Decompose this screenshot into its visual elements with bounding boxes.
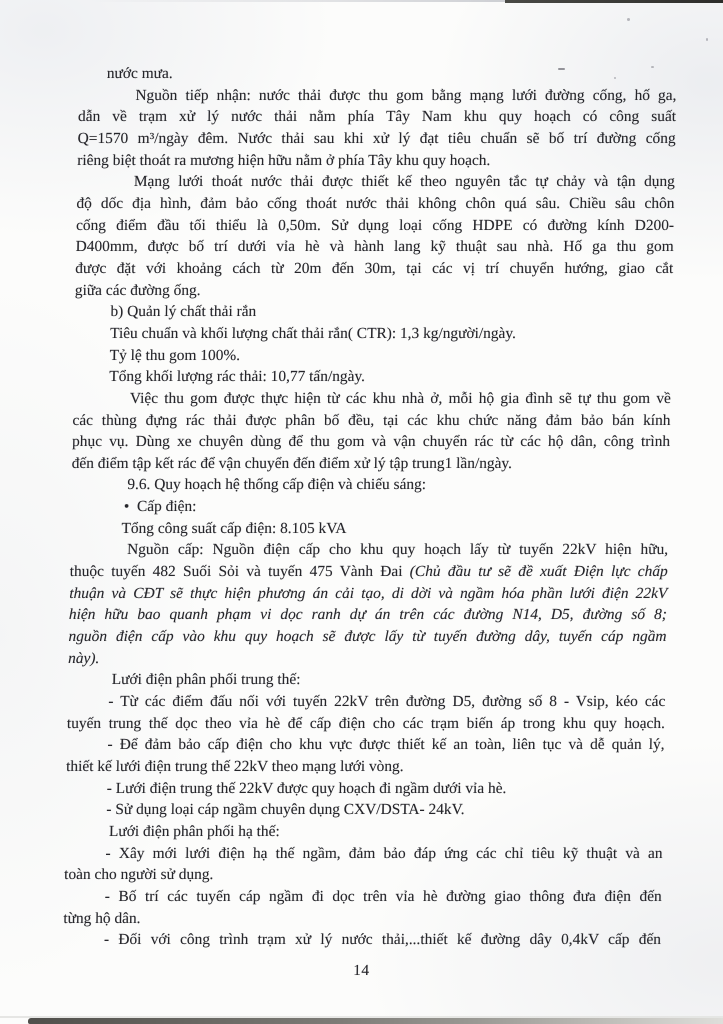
scan-speck [627,18,630,21]
dash-paragraph [66,734,665,777]
text-segment: - Xây mới lưới điện hạ thế ngầm, đảm bảo đáp ứng các chỉ tiêu kỹ thuật và an [105,844,663,862]
text-segment: Việc thu gom được thực hiện từ các khu nhà ở, mỗi hộ gia đình sẽ tự thu gom về [129,389,672,407]
sub-item [74,323,672,345]
text-segment: - Đối với công trình trạm xử lý nước thải,...thiết kế đường dây 0,4kV cấp đến [103,931,662,949]
text-segment: - Bố trí các tuyến cáp ngầm đi dọc trên vỉa hè đường giao thông đưa điện đến [104,887,662,905]
text-line [69,583,667,605]
text-line [71,453,669,475]
text-line [64,886,662,908]
label [67,669,665,691]
text-segment: Nguồn cấp: Nguồn điện cấp cho khu quy hoạch lấy từ tuyến 22kV hiện hữu, [126,541,669,559]
text-segment: b) Quản lý chất thải rắn [110,303,257,321]
dash-paragraph [64,843,663,886]
text-line [71,496,669,518]
text-line [67,691,665,713]
text-segment: D400mm, được bố trí dưới vỉa hè và hành lang kỹ thuật sau nhà. Hố ga thu gom [75,238,674,256]
text-line [79,63,677,85]
dash-item [65,799,663,821]
text-segment: độ dốc địa hình, đảm bảo cống thoát nước thải không chôn quá sâu. Chiều sâu chôn [76,194,675,212]
text-segment: riêng biệt thoát ra mương hiện hữu nằm ở phía Tây khu quy hoạch. [77,151,491,169]
italic-text-segment: (Chủ đầu tư sẽ đề xuất Điện lực chấp [409,563,668,581]
text-line [64,864,662,886]
sub-item [73,366,671,388]
text-segment: đến điểm tập kết rác để vận chuyển đến điểm xử lý tập trung1 lần/ngày. [71,454,513,472]
text-line [74,323,672,345]
text-line [72,410,670,432]
paragraph [75,171,675,301]
text-line [66,756,664,778]
text-line [75,236,673,258]
paragraph [77,85,677,172]
text-segment: các thùng đựng rác thải được phân bố đều, tại các khu chức năng đảm bảo bán kính [72,411,671,429]
page-number: 14 [353,961,370,979]
text-segment: phục vụ. Dùng xe chuyên dùng để thu gom và vận chuyển rác từ các hộ dân, công trình [71,433,671,451]
text-line [70,518,668,540]
bullet-item [71,496,669,518]
italic-text-segment: này). [67,649,100,667]
text-segment: Tổng công suất cấp điện: 8.105 kVA [121,519,347,537]
text-segment: - Để đảm bảo cấp điện cho khu vực được thiết kế an toàn, liên tục và dễ quản lý, [107,736,665,754]
text-segment: 9.6. Quy hoạch hệ thống cấp điện và chiếu sáng: [127,476,427,494]
text-segment: tuyến trung thế dọc theo vỉa hè để cấp điện cho các trạm biến áp trong khu quy hoạch. [66,714,666,732]
dash-paragraph [63,886,662,929]
text-line [66,734,664,756]
text-segment: - Lưới điện trung thế 22kV được quy hoạch đi ngầm dưới vỉa hè. [106,779,507,797]
text-line [74,301,672,323]
text-segment: nước mưa. [106,65,173,82]
text-line [75,280,673,302]
sub-item [73,345,671,367]
text-line [66,778,664,800]
text-line [75,258,673,280]
continuation [79,63,677,85]
dash-paragraph [67,691,666,734]
text-line [65,799,663,821]
text-line [76,193,674,215]
text-segment: toàn cho người sử dụng. [63,866,214,884]
italic-text-segment: hiện hữu bao quanh phạm vi dọc ranh dự án trên các đường N14, D5, đường số 8; [68,606,668,624]
text-segment: - Từ các điểm đấu nối với tuyến 22kV trên đường D5, đường số 8 - Vsip, kéo các [108,693,666,711]
scan-edge-bottom [28,1018,723,1024]
text-segment: cống điểm đầu tối thiểu là 0,50m. Sử dụng loại cống HDPE có đường kính D200- [75,216,675,234]
text-segment: Tổng khối lượng rác thải: 10,77 tấn/ngày. [109,368,366,386]
scan-speck [706,38,708,41]
text-line [64,843,662,865]
text-line [72,431,670,453]
text-line [70,539,668,561]
text-line [77,150,675,172]
text-line [67,669,665,691]
document-body [62,63,677,982]
text-line [78,106,676,128]
text-line [73,345,671,367]
text-segment: - Sử dụng loại cáp ngầm chuyên dụng CXV/DSTA- 24kV. [106,801,465,819]
text-line [71,474,669,496]
item [70,518,668,540]
heading [71,474,669,496]
paragraph [71,388,671,475]
text-line [69,561,667,583]
text-segment: Tỷ lệ thu gom 100%. [109,346,241,364]
text-segment: dẫn về trạm xử lý nước thải nằm phía Tây Nam khu quy hoạch có công suất [77,108,677,126]
sub-item [74,301,672,323]
scan-edge-top-right [505,0,723,3]
text-segment: Nguồn tiếp nhận: nước thải được thu gom bằng mạng lưới đường cống, hố ga, [135,86,677,104]
dash-item [66,778,664,800]
text-segment: Q=1570 m³/ngày đêm. Nước thải sau khi xử lý đạt tiêu chuẩn sẽ bố trí đường cống [77,129,676,147]
text-line [68,626,666,648]
text-line [63,908,661,930]
text-segment: được đặt với khoảng cách từ 20m đến 30m, tại các vị trí chuyển hướng, giao cắt [75,259,674,277]
text-line [77,171,675,193]
text-line [69,604,667,626]
italic-text-segment: nguồn điện cấp vào khu quy hoạch sẽ được lấy từ tuyến đường dây, tuyến cáp ngầm [68,628,667,646]
text-segment: thiết kế lưới điện trung thế 22kV theo mạng lưới vòng. [65,758,404,775]
text-line [73,366,671,388]
text-line [63,929,661,951]
scan-edge-top-left [88,0,506,2]
text-line [73,388,671,410]
label [65,821,663,843]
text-segment: thuộc tuyến 482 Suối Sỏi và tuyến 475 Vành Đai [69,563,410,581]
text-segment: Mạng lưới thoát nước thải được thiết kế theo nguyên tắc tự chảy và tận dụng [133,173,675,191]
text-segment: Lưới điện phân phối trung thế: [111,671,301,689]
dash-paragraph [63,929,661,951]
text-segment: • Cấp điện: [123,498,197,516]
text-line [67,713,665,735]
text-line [77,128,675,150]
text-line [76,215,674,237]
paragraph [68,539,668,669]
italic-text-segment: thuận và CĐT sẽ thực hiện phương án cải tạo, di dời và ngầm hóa phần lưới điện 22kV [69,584,668,602]
text-segment: Tiêu chuẩn và khối lượng chất thải rắn( CTR): 1,3 kg/người/ngày. [109,324,517,342]
text-line [68,648,666,670]
text-line [78,85,676,107]
text-line [65,821,663,843]
text-segment: giữa các đường ống. [74,281,201,299]
text-segment: từng hộ dân. [63,909,141,927]
text-segment: Lưới điện phân phối hạ thế: [108,822,280,840]
